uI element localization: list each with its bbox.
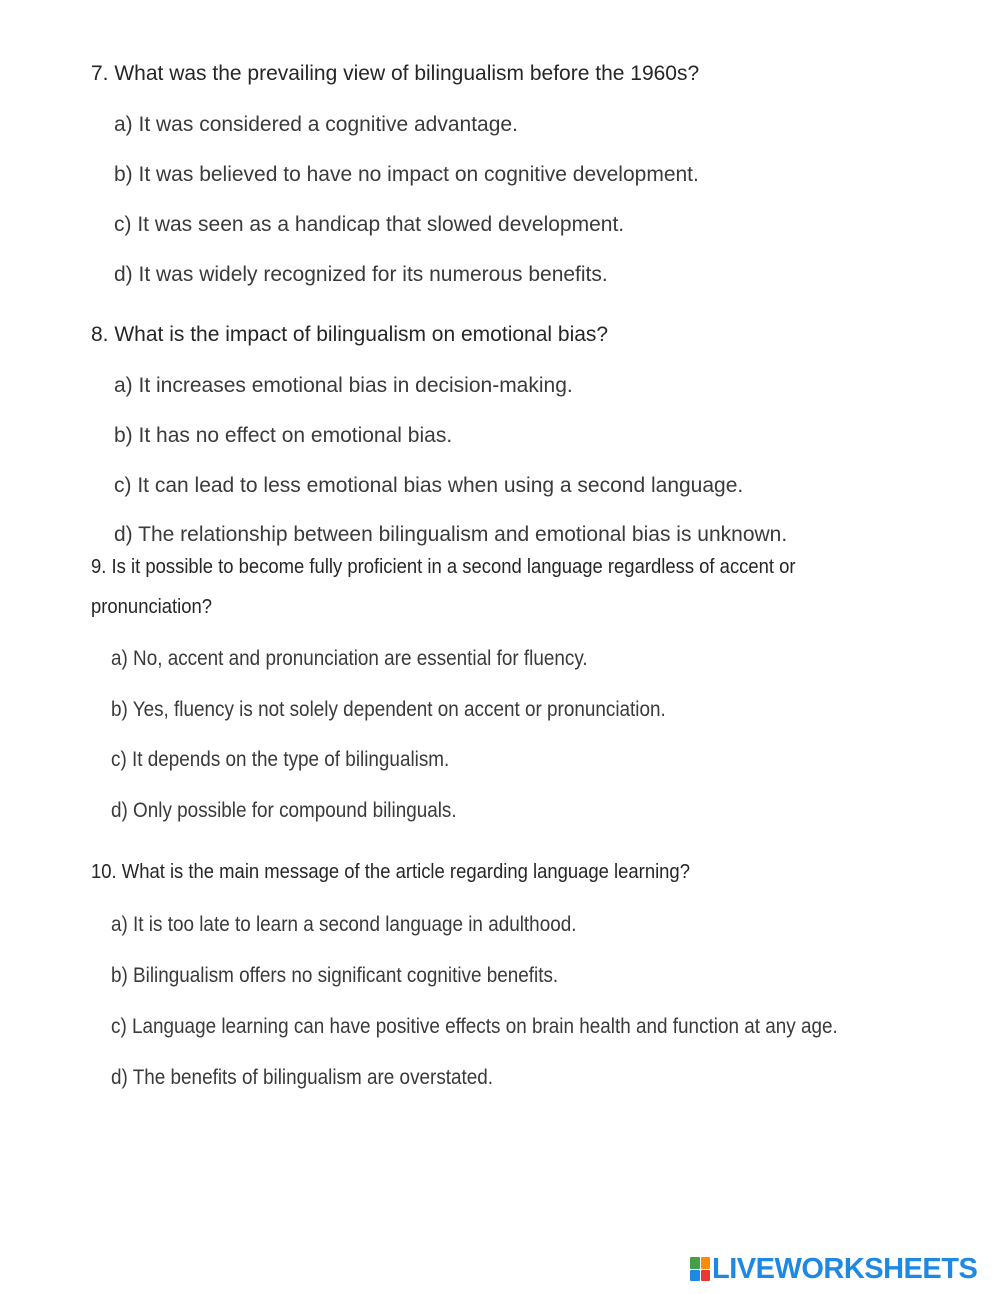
question-10-option-a: a) It is too late to learn a second language in adulthood. [111, 913, 577, 936]
question-8-option-c: c) It can lead to less emotional bias when using a second language. [114, 474, 744, 497]
question-7-option-d: d) It was widely recognized for its numerous benefits. [114, 263, 608, 286]
question-7-option-c: c) It was seen as a handicap that slowed development. [114, 213, 625, 236]
question-9-option-a: a) No, accent and pronunciation are essential for fluency. [111, 647, 588, 670]
question-9-text: 9. Is it possible to become fully proficient in a second language regardless of accent or pronunciation? [91, 555, 796, 618]
question-8-text: 8. What is the impact of bilingualism on emotional bias? [91, 323, 609, 346]
question-8-option-a: a) It increases emotional bias in decision-making. [114, 374, 573, 397]
question-10-option-d: d) The benefits of bilingualism are overstated. [111, 1066, 494, 1089]
question-7-text: 7. What was the prevailing view of bilingualism before the 1960s? [91, 62, 700, 85]
question-8-option-b: b) It has no effect on emotional bias. [114, 424, 453, 447]
liveworksheets-logo-icon [690, 1257, 710, 1281]
question-9-option-b: b) Yes, fluency is not solely dependent on accent or pronunciation. [111, 698, 666, 721]
question-10-option-c: c) Language learning can have positive effects on brain health and function at any age. [111, 1015, 838, 1038]
liveworksheets-logo-text: LIVEWORKSHEETS [712, 1252, 978, 1285]
question-7-option-b: b) It was believed to have no impact on cognitive development. [114, 163, 699, 186]
question-7-option-a: a) It was considered a cognitive advantage. [114, 113, 518, 136]
question-9-option-d: d) Only possible for compound bilinguals. [111, 799, 457, 822]
liveworksheets-brand [690, 1254, 977, 1284]
question-10-text: 10. What is the main message of the article regarding language learning? [91, 860, 690, 883]
question-9-option-c: c) It depends on the type of bilingualism. [111, 748, 450, 771]
question-8-option-d: d) The relationship between bilingualism and emotional bias is unknown. [114, 523, 788, 546]
question-10-option-b: b) Bilingualism offers no significant cognitive benefits. [111, 964, 559, 987]
